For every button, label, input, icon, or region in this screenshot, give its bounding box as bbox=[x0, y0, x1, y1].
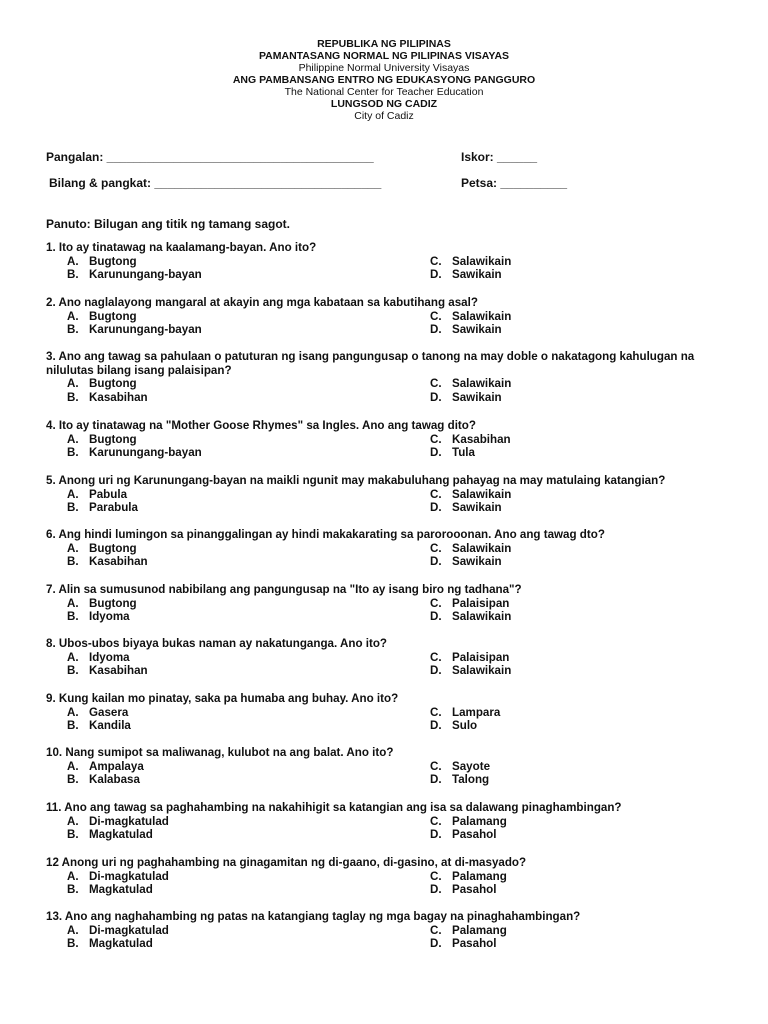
option-text: Bugtong bbox=[89, 596, 137, 610]
question-item bbox=[46, 419, 726, 460]
option-text: Salawikain bbox=[452, 487, 512, 501]
score-field: Iskor: ______ bbox=[461, 150, 538, 164]
option-text: Bugtong bbox=[89, 254, 137, 268]
answer-choices bbox=[67, 760, 726, 787]
option-letter: C. bbox=[430, 650, 442, 664]
option-text: Palamang bbox=[452, 814, 507, 828]
option-text: Sawikain bbox=[452, 268, 502, 282]
question-stem: 8. Ubos-ubos biyaya bukas naman ay nakatunganga. Ano ito? bbox=[46, 637, 388, 650]
option-letter: B. bbox=[67, 555, 79, 569]
option-text: Palamang bbox=[452, 923, 507, 937]
answer-option[interactable] bbox=[430, 542, 680, 556]
option-text: Salawikain bbox=[452, 664, 512, 678]
answer-option[interactable] bbox=[430, 651, 680, 665]
answer-option[interactable] bbox=[430, 377, 680, 391]
question-item bbox=[46, 350, 726, 404]
question-item bbox=[46, 692, 726, 733]
answer-option[interactable] bbox=[67, 597, 430, 611]
answer-option[interactable] bbox=[67, 268, 430, 282]
option-text: Palamang bbox=[452, 869, 507, 883]
option-text: Salawikain bbox=[452, 309, 512, 323]
answer-option[interactable] bbox=[430, 815, 680, 829]
question-stem: 11. Ano ang tawag sa paghahambing na nakahihigit sa katangian ang isa sa dalawang pinaghambingan? bbox=[46, 801, 622, 814]
option-text: Bugtong bbox=[89, 377, 137, 390]
option-letter: D. bbox=[430, 773, 442, 787]
option-letter: A. bbox=[67, 650, 79, 664]
answer-option[interactable] bbox=[67, 323, 430, 337]
option-text: Sawikain bbox=[452, 501, 502, 515]
option-letter: C. bbox=[430, 759, 442, 773]
question-item bbox=[46, 856, 726, 897]
question-item bbox=[46, 746, 726, 787]
option-text: Bugtong bbox=[89, 432, 137, 446]
grade-section-field: Bilang & pangkat: __________________________________ bbox=[49, 176, 382, 190]
option-letter: A. bbox=[67, 596, 79, 610]
option-letter: D. bbox=[430, 323, 442, 337]
answer-choices bbox=[67, 815, 726, 842]
answer-option[interactable] bbox=[430, 433, 680, 447]
answer-option[interactable] bbox=[67, 433, 430, 447]
answer-choices bbox=[67, 870, 726, 897]
option-letter: D. bbox=[430, 555, 442, 569]
option-text: Tula bbox=[452, 446, 475, 460]
answer-choices bbox=[67, 255, 726, 282]
option-letter: B. bbox=[67, 719, 79, 733]
question-stem: 3. Ano ang tawag sa pahulaan o patuturan ng isang pangungusap o tanong na may doble o nakatagong kahulugan na nilulutas bilang isang palaisipan? bbox=[46, 350, 695, 377]
option-text: Kalabasa bbox=[89, 773, 140, 787]
option-text: Di-magkatulad bbox=[89, 814, 169, 828]
option-letter: D. bbox=[430, 937, 442, 951]
option-letter: B. bbox=[67, 883, 79, 897]
option-letter: D. bbox=[430, 610, 442, 624]
answer-option[interactable] bbox=[67, 501, 430, 515]
answer-choices bbox=[67, 597, 726, 624]
option-letter: A. bbox=[67, 309, 79, 323]
option-text: Kandila bbox=[89, 719, 131, 733]
answer-choices bbox=[67, 542, 726, 569]
option-letter: A. bbox=[67, 923, 79, 937]
option-letter: D. bbox=[430, 719, 442, 733]
option-text: Gasera bbox=[89, 705, 129, 719]
answer-option[interactable] bbox=[430, 706, 680, 720]
option-letter: D. bbox=[430, 883, 442, 897]
option-text: Sawikain bbox=[452, 323, 502, 337]
option-text: Salawikain bbox=[452, 377, 512, 390]
answer-option[interactable] bbox=[430, 760, 680, 774]
option-letter: C. bbox=[430, 814, 442, 828]
question-item bbox=[46, 296, 726, 337]
option-letter: B. bbox=[67, 664, 79, 678]
option-letter: B. bbox=[67, 323, 79, 337]
answer-option[interactable] bbox=[67, 815, 430, 829]
question-stem: 12 Anong uri ng paghahambing na ginagamitan ng di-gaano, di-gasino, at di-masyado? bbox=[46, 856, 527, 869]
answer-option[interactable] bbox=[430, 501, 680, 515]
question-item bbox=[46, 637, 726, 678]
option-letter: A. bbox=[67, 814, 79, 828]
answer-option[interactable] bbox=[430, 555, 680, 569]
option-text: Palaisipan bbox=[452, 650, 510, 664]
answer-option[interactable] bbox=[430, 773, 680, 787]
school-header bbox=[0, 38, 768, 122]
answer-option[interactable] bbox=[67, 828, 430, 842]
answer-choices bbox=[67, 488, 726, 515]
question-item bbox=[46, 801, 726, 842]
option-letter: C. bbox=[430, 923, 442, 937]
question-stem: 10. Nang sumipot sa maliwanag, kulubot na ang balat. Ano ito? bbox=[46, 746, 394, 759]
answer-option[interactable] bbox=[430, 323, 680, 337]
answer-choices bbox=[67, 377, 726, 404]
option-text: Salawikain bbox=[452, 541, 512, 555]
header-line: City of Cadiz bbox=[354, 110, 414, 122]
header-line: The National Center for Teacher Education bbox=[284, 86, 484, 98]
answer-option[interactable] bbox=[67, 391, 430, 405]
option-letter: C. bbox=[430, 309, 442, 323]
option-letter: B. bbox=[67, 501, 79, 515]
option-text: Di-magkatulad bbox=[89, 869, 169, 883]
answer-option[interactable] bbox=[67, 937, 430, 951]
answer-choices bbox=[67, 433, 726, 460]
option-text: Bugtong bbox=[89, 541, 137, 555]
option-letter: A. bbox=[67, 869, 79, 883]
option-letter: B. bbox=[67, 610, 79, 624]
option-text: Kasabihan bbox=[89, 390, 148, 404]
option-letter: B. bbox=[67, 828, 79, 842]
option-letter: C. bbox=[430, 541, 442, 555]
header-line: Philippine Normal University Visayas bbox=[298, 62, 470, 74]
answer-option[interactable] bbox=[430, 488, 680, 502]
option-text: Magkatulad bbox=[89, 937, 153, 951]
answer-choices bbox=[67, 706, 726, 733]
option-text: Pabula bbox=[89, 487, 128, 501]
answer-option[interactable] bbox=[430, 255, 680, 269]
answer-option[interactable] bbox=[67, 255, 430, 269]
answer-choices bbox=[67, 310, 726, 337]
option-letter: C. bbox=[430, 254, 442, 268]
option-text: Idyoma bbox=[89, 650, 130, 664]
question-stem: 6. Ang hindi lumingon sa pinanggalingan ay hindi makakarating sa parorooonan. Ano ang tawag dto? bbox=[46, 528, 605, 541]
answer-choices bbox=[67, 651, 726, 678]
option-text: Sulo bbox=[452, 719, 478, 733]
question-stem: 9. Kung kailan mo pinatay, saka pa humaba ang buhay. Ano ito? bbox=[46, 692, 399, 705]
option-letter: C. bbox=[430, 705, 442, 719]
answer-option[interactable] bbox=[67, 446, 430, 460]
option-text: Talong bbox=[452, 773, 490, 787]
option-text: Kasabihan bbox=[89, 555, 148, 569]
answer-option[interactable] bbox=[67, 870, 430, 884]
option-text: Pasahol bbox=[452, 937, 497, 951]
answer-option[interactable] bbox=[430, 883, 680, 897]
option-text: Sawikain bbox=[452, 390, 502, 404]
header-line: PAMANTASANG NORMAL NG PILIPINAS VISAYAS bbox=[258, 50, 510, 62]
answer-option[interactable] bbox=[430, 924, 680, 938]
answer-option[interactable] bbox=[67, 488, 430, 502]
answer-option[interactable] bbox=[67, 664, 430, 678]
option-text: Palaisipan bbox=[452, 596, 510, 610]
option-letter: A. bbox=[67, 254, 79, 268]
question-item bbox=[46, 910, 726, 951]
question-item bbox=[46, 474, 726, 515]
answer-option[interactable] bbox=[67, 542, 430, 556]
option-letter: A. bbox=[67, 759, 79, 773]
answer-option[interactable] bbox=[430, 268, 680, 282]
header-line: ANG PAMBANSANG ENTRO NG EDUKASYONG PANGGURO bbox=[232, 74, 536, 86]
answer-option[interactable] bbox=[67, 760, 430, 774]
answer-option[interactable] bbox=[430, 391, 680, 405]
option-letter: D. bbox=[430, 390, 442, 404]
question-stem: 13. Ano ang naghahambing ng patas na katangiang taglay ng mga bagay na pinaghahambingan? bbox=[46, 910, 581, 923]
answer-option[interactable] bbox=[67, 719, 430, 733]
instructions: Panuto: Bilugan ang titik ng tamang sagot. bbox=[46, 217, 291, 231]
option-text: Di-magkatulad bbox=[89, 923, 169, 937]
question-stem: 1. Ito ay tinatawag na kaalamang-bayan. Ano ito? bbox=[46, 241, 317, 254]
option-letter: A. bbox=[67, 487, 79, 501]
answer-choices bbox=[67, 924, 726, 951]
option-text: Salawikain bbox=[452, 610, 512, 624]
option-letter: B. bbox=[67, 937, 79, 951]
option-letter: C. bbox=[430, 487, 442, 501]
option-text: Sayote bbox=[452, 759, 491, 773]
answer-option[interactable] bbox=[430, 870, 680, 884]
option-letter: D. bbox=[430, 828, 442, 842]
option-text: Parabula bbox=[89, 501, 138, 515]
answer-option[interactable] bbox=[67, 706, 430, 720]
answer-option[interactable] bbox=[67, 924, 430, 938]
option-letter: B. bbox=[67, 268, 79, 282]
option-letter: C. bbox=[430, 596, 442, 610]
answer-option[interactable] bbox=[430, 664, 680, 678]
answer-option[interactable] bbox=[67, 883, 430, 897]
option-letter: C. bbox=[430, 869, 442, 883]
answer-option[interactable] bbox=[430, 828, 680, 842]
answer-option[interactable] bbox=[430, 597, 680, 611]
answer-option[interactable] bbox=[67, 555, 430, 569]
option-text: Idyoma bbox=[89, 610, 130, 624]
option-text: Kasabihan bbox=[452, 432, 511, 446]
answer-option[interactable] bbox=[67, 310, 430, 324]
option-text: Salawikain bbox=[452, 254, 512, 268]
question-item bbox=[46, 241, 726, 282]
answer-option[interactable] bbox=[430, 610, 680, 624]
name-field: Pangalan: ________________________________________ bbox=[46, 150, 374, 164]
header-line: LUNGSOD NG CADIZ bbox=[330, 98, 438, 110]
option-letter: A. bbox=[67, 432, 79, 446]
option-text: Karunungang-bayan bbox=[89, 323, 202, 337]
question-item bbox=[46, 528, 726, 569]
answer-option[interactable] bbox=[67, 773, 430, 787]
option-letter: D. bbox=[430, 664, 442, 678]
option-text: Ampalaya bbox=[89, 759, 144, 773]
option-letter: B. bbox=[67, 446, 79, 460]
option-text: Lampara bbox=[452, 705, 501, 719]
question-stem: 2. Ano naglalayong mangaral at akayin ang mga kabataan sa kabutihang asal? bbox=[46, 296, 478, 309]
question-item bbox=[46, 583, 726, 624]
answer-option[interactable] bbox=[430, 310, 680, 324]
option-text: Kasabihan bbox=[89, 664, 148, 678]
option-text: Sawikain bbox=[452, 555, 502, 569]
option-letter: D. bbox=[430, 501, 442, 515]
option-text: Karunungang-bayan bbox=[89, 268, 202, 282]
option-text: Bugtong bbox=[89, 309, 137, 323]
option-letter: C. bbox=[430, 432, 442, 446]
answer-option[interactable] bbox=[67, 651, 430, 665]
question-stem: 7. Alin sa sumusunod nabibilang ang pangungusap na "Ito ay isang biro ng tadhana"? bbox=[46, 583, 522, 596]
answer-option[interactable] bbox=[430, 446, 680, 460]
question-stem: 4. Ito ay tinatawag na "Mother Goose Rhymes" sa Ingles. Ano ang tawag dito? bbox=[46, 419, 476, 432]
answer-option[interactable] bbox=[430, 937, 680, 951]
answer-option[interactable] bbox=[67, 610, 430, 624]
option-text: Pasahol bbox=[452, 883, 497, 897]
header-line: REPUBLIKA NG PILIPINAS bbox=[317, 38, 451, 50]
answer-option[interactable] bbox=[430, 719, 680, 733]
option-letter: D. bbox=[430, 446, 442, 460]
question-stem: 5. Anong uri ng Karunungang-bayan na maikli ngunit may makabuluhang pahayag na may matulaing katangian? bbox=[46, 474, 666, 487]
option-letter: D. bbox=[430, 268, 442, 282]
option-letter: B. bbox=[67, 390, 79, 404]
option-letter: C. bbox=[430, 377, 442, 390]
option-text: Magkatulad bbox=[89, 883, 153, 897]
option-text: Pasahol bbox=[452, 828, 497, 842]
answer-option[interactable] bbox=[67, 377, 430, 391]
option-letter: A. bbox=[67, 541, 79, 555]
option-letter: B. bbox=[67, 773, 79, 787]
option-text: Magkatulad bbox=[89, 828, 153, 842]
option-letter: A. bbox=[67, 377, 79, 390]
option-text: Karunungang-bayan bbox=[89, 446, 202, 460]
option-letter: A. bbox=[67, 705, 79, 719]
date-field: Petsa: __________ bbox=[461, 176, 568, 190]
